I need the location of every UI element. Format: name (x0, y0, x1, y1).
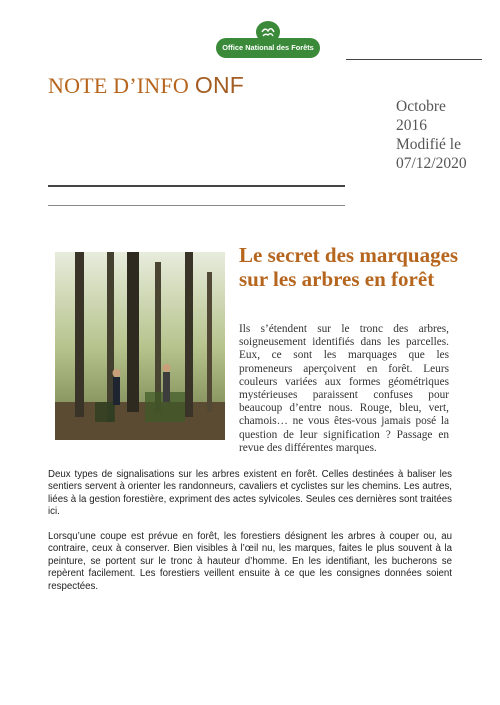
logo-text: Office National des Forêts (216, 38, 320, 58)
forest-illustration (55, 252, 225, 440)
header-rule-right (346, 59, 482, 60)
date-line: 07/12/2020 (396, 155, 467, 172)
date-line: Modifié le (396, 136, 461, 153)
article-intro: Ils s’étendent sur le tronc des arbres, soigneusement identifiés dans les parcelles. Eux, ce sont les marquages que les promeneurs aperçoivent en forêt. Leurs couleurs variées aux formes géométriques mystérieuses paraissent confuses pour beaucoup d’entre nous. Rouge, bleu, vert, chamois… ne vous êtes-vous jamais posé la question de leur signification ? Passage en revue des différentes marques. (239, 323, 449, 454)
date-block (396, 97, 496, 173)
onf-logo (216, 20, 320, 60)
header-rule-left-2 (48, 205, 345, 206)
article-paragraph: Deux types de signalisations sur les arbres existent en forêt. Celles destinées à baliser les sentiers servent à orienter les randonneurs, cavaliers et cyclistes sur les chemins. Les autres, liées à la gestion forestière, expriment des actes sylvicoles. Seules ces dernières sont traitées ici. (48, 469, 452, 518)
date-line: Octobre (396, 98, 446, 115)
header-rule-left-1 (48, 185, 345, 187)
article-headline: Le secret des marquages sur les arbres en forêt (239, 243, 459, 291)
title-text: NOTE D’INFO (48, 73, 189, 98)
date-line: 2016 (396, 117, 427, 134)
forest-photo (55, 252, 225, 440)
page-title (48, 72, 244, 99)
brand-text: ONF (194, 72, 245, 98)
article-paragraph: Lorsqu’une coupe est prévue en forêt, les forestiers désignent les arbres à couper ou, au contraire, ceux à conserver. Bien visibles à l’œil nu, les marques, faites le plus souvent à la peinture, se portent sur le tronc à hauteur d’homme. En les identifiant, les bucherons se repèrent facilement. Les forestiers veillent ensuite à ce que les consignes données soient respectées. (48, 531, 452, 592)
